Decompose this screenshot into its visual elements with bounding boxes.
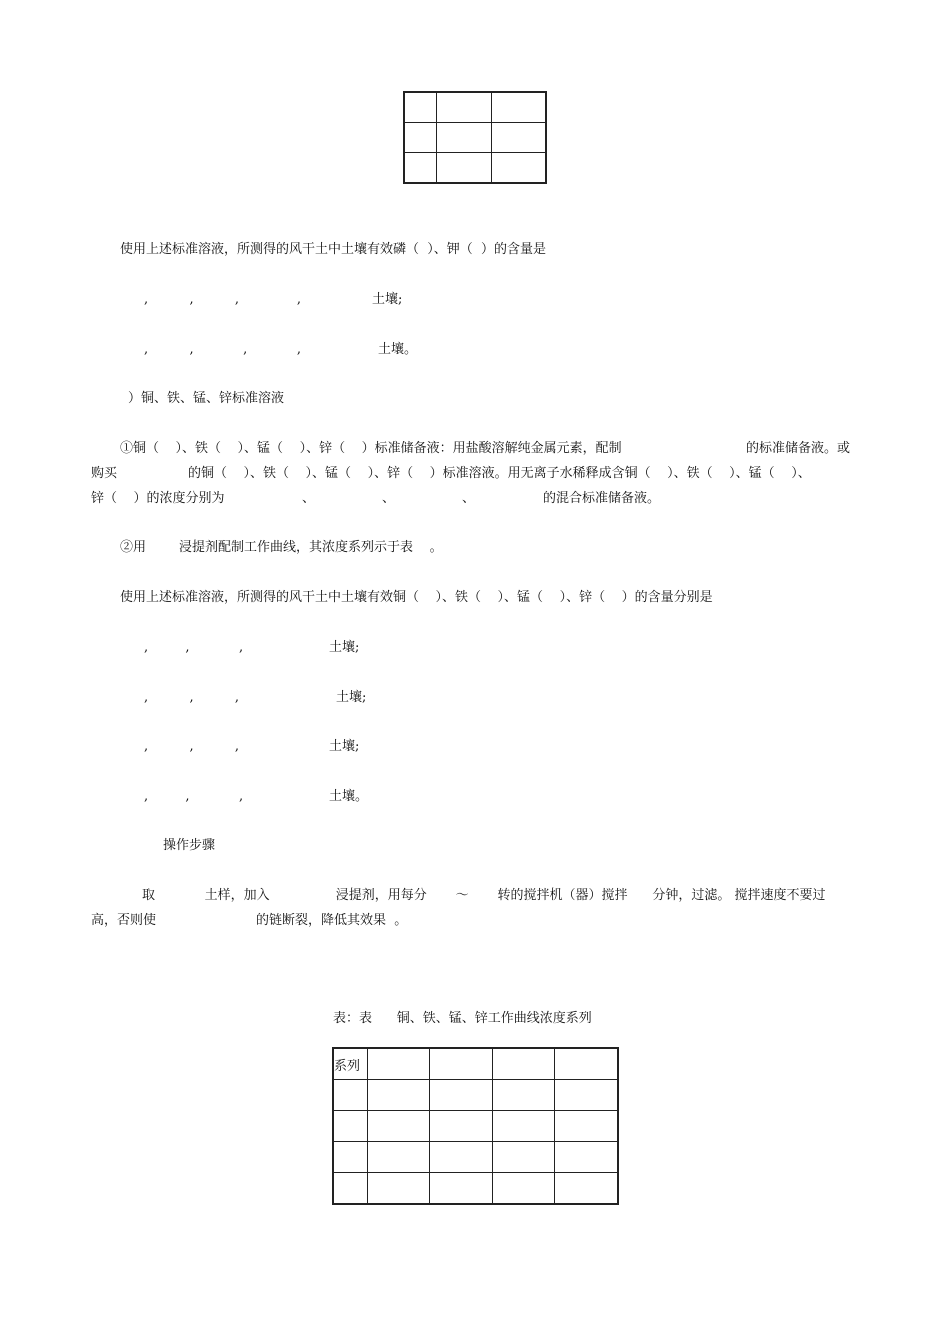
para1-line3-sep2: 、 xyxy=(382,491,396,506)
para2-text: ②用 浸提剂配制工作曲线，其浓度系列示于表 。 xyxy=(120,540,443,555)
metal-row3-blanks: , , , xyxy=(144,739,240,754)
steps-line2-b: 的链断裂，降低其效果 。 xyxy=(256,913,408,928)
steps-line2-a: 高，否则使 xyxy=(91,913,157,928)
pk-row2-unit: 土壤。 xyxy=(378,342,418,357)
metal-row4-unit: 土壤。 xyxy=(329,789,369,804)
para1-line3-sep3: 、 xyxy=(462,491,476,506)
pk-row2-blanks: , , , , xyxy=(144,342,302,357)
metal-row2-blanks: , , , xyxy=(144,690,240,705)
steps-heading: 操作步骤 xyxy=(163,838,216,853)
steps-line1: 取 土样，加入 浸提剂，用每分 ～ 转的搅拌机（器）搅拌 分钟，过滤。 搅拌速度不要过 xyxy=(142,888,826,903)
para1-line3-a: 锌（ ）的浓度分别为 xyxy=(91,491,225,506)
para1-line1-a: ①铜（ ）、铁（ ）、锰（ ）、锌（ ）标准储备液：用盐酸溶解纯金属元素，配制 xyxy=(120,441,622,456)
para1-line2-a: 购买 xyxy=(91,466,118,481)
table-caption: 表：表 铜、铁、锰、锌工作曲线浓度系列 xyxy=(333,1011,592,1026)
top-table xyxy=(403,91,547,184)
metal-row1-blanks: , , , xyxy=(144,640,244,655)
para1-line2-b: 的铜（ ）、铁（ ）、锰（ ）、锌（ ）标准溶液。用无离子水稀释成含铜（ ）、铁（ ）、锰（ ）、 xyxy=(188,466,811,481)
metal-intro-text: 使用上述标准溶液，所测得的风干土中土壤有效铜（ ）、铁（ ）、锰（ ）、锌（ ）的含量分别是 xyxy=(120,590,713,605)
pk-row1-blanks: , , , , xyxy=(144,292,302,307)
pk-row1-unit: 土壤; xyxy=(372,292,403,307)
metal-row4-blanks: , , , xyxy=(144,789,244,804)
table-header-cell: 系列 xyxy=(333,1048,368,1080)
metal-row3-unit: 土壤; xyxy=(329,739,360,754)
concentration-table xyxy=(332,1047,619,1205)
para1-line1-b: 的标准储备液。或 xyxy=(746,441,851,456)
para1-line3-sep1: 、 xyxy=(302,491,316,506)
pk-intro-text: 使用上述标准溶液，所测得的风干土中土壤有效磷（ ）、钾（ ）的含量是 xyxy=(120,242,547,257)
section-heading: ）铜、铁、锰、锌标准溶液 xyxy=(128,391,285,406)
metal-row2-unit: 土壤; xyxy=(336,690,367,705)
metal-row1-unit: 土壤; xyxy=(329,640,360,655)
para1-line3-end: 的混合标准储备液。 xyxy=(543,491,661,506)
